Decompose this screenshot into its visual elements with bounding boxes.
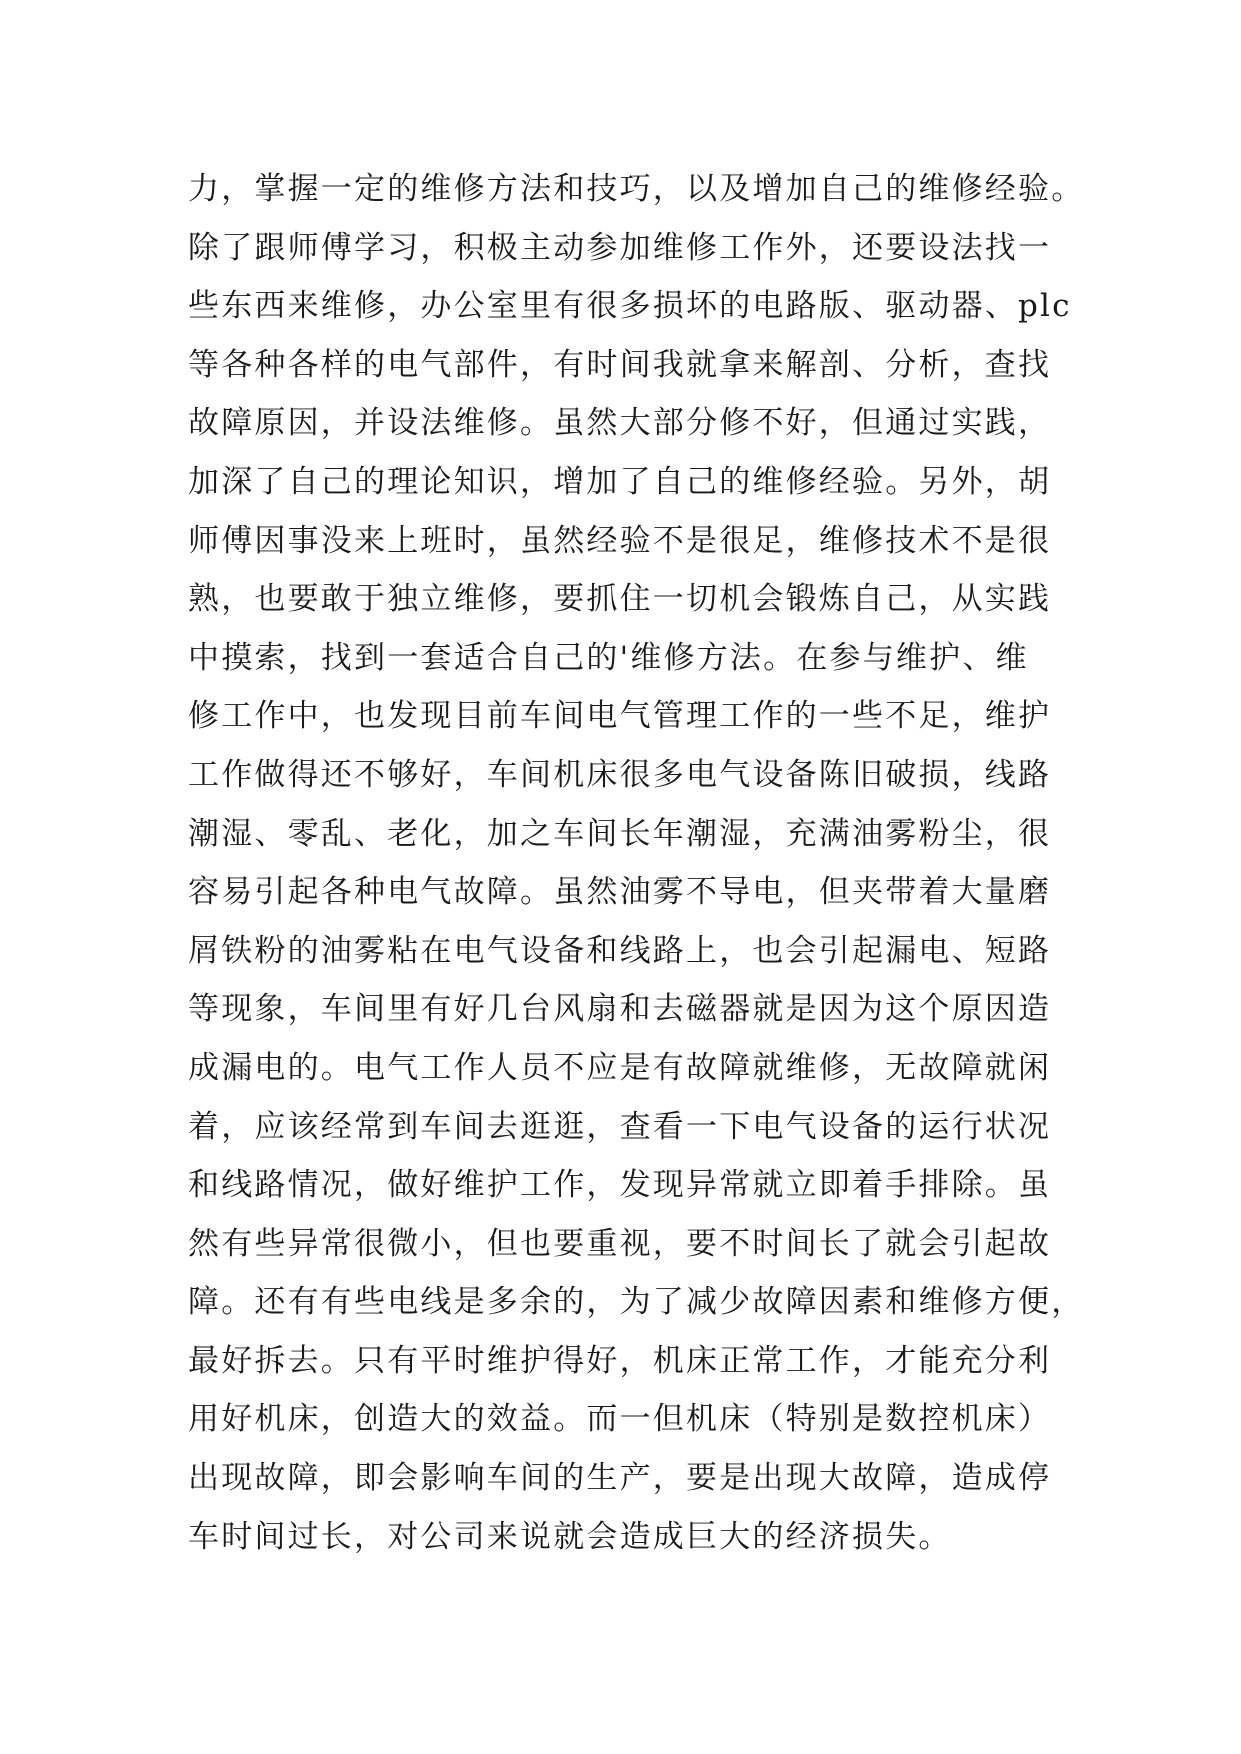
text-line: 加深了自己的理论知识，增加了自己的维修经验。另外，胡 [188,463,1052,500]
text-line: 等各种各样的电气部件，有时间我就拿来解剖、分析，查找 [188,346,1052,383]
text-line: 容易引起各种电气故障。虽然油雾不导电，但夹带着大量磨 [188,874,1052,911]
text-line: 些东西来维修，办公室里有很多损坏的电路版、驱动器、plc [188,288,1072,325]
text-line: 然有些异常很微小，但也要重视，要不时间长了就会引起故 [188,1225,1052,1262]
text-line: 屑铁粉的油雾粘在电气设备和线路上，也会引起漏电、短路 [188,932,1052,969]
text-line: 车时间过长，对公司来说就会造成巨大的经济损失。 [188,1518,952,1555]
text-line: 着，应该经常到车间去逛逛，查看一下电气设备的运行状况 [188,1108,1052,1145]
text-line: 熟，也要敢于独立维修，要抓住一切机会锻炼自己，从实践 [188,581,1052,618]
body-paragraph [188,160,1085,1566]
text-line: 除了跟师傅学习，积极主动参加维修工作外，还要设法找一 [188,229,1052,266]
text-line: 和线路情况，做好维护工作，发现异常就立即着手排除。虽 [188,1167,1052,1204]
text-line: 用好机床，创造大的效益。而一但机床（特别是数控机床） [188,1401,1052,1438]
text-line: 障。还有有些电线是多余的，为了减少故障因素和维修方便， [188,1284,1085,1321]
text-line: 师傅因事没来上班时，虽然经验不是很足，维修技术不是很 [188,522,1052,559]
text-line: 等现象，车间里有好几台风扇和去磁器就是因为这个原因造 [188,991,1052,1028]
text-line: 中摸索，找到一套适合自己的'维修方法。在参与维护、维 [188,639,1029,676]
text-line: 潮湿、零乱、老化，加之车间长年潮湿，充满油雾粉尘，很 [188,815,1052,852]
text-line: 故障原因，并设法维修。虽然大部分修不好，但通过实践， [188,405,1052,442]
text-line: 最好拆去。只有平时维护得好，机床正常工作，才能充分利 [188,1342,1052,1379]
text-line: 修工作中，也发现目前车间电气管理工作的一些不足，维护 [188,698,1052,735]
text-line: 力，掌握一定的维修方法和技巧，以及增加自己的维修经验。 [188,171,1085,207]
text-line: 工作做得还不够好，车间机床很多电气设备陈旧破损，线路 [188,756,1052,793]
text-line: 出现故障，即会影响车间的生产，要是出现大故障，造成停 [188,1460,1052,1497]
text-line: 成漏电的。电气工作人员不应是有故障就维修，无故障就闲 [188,1049,1052,1086]
